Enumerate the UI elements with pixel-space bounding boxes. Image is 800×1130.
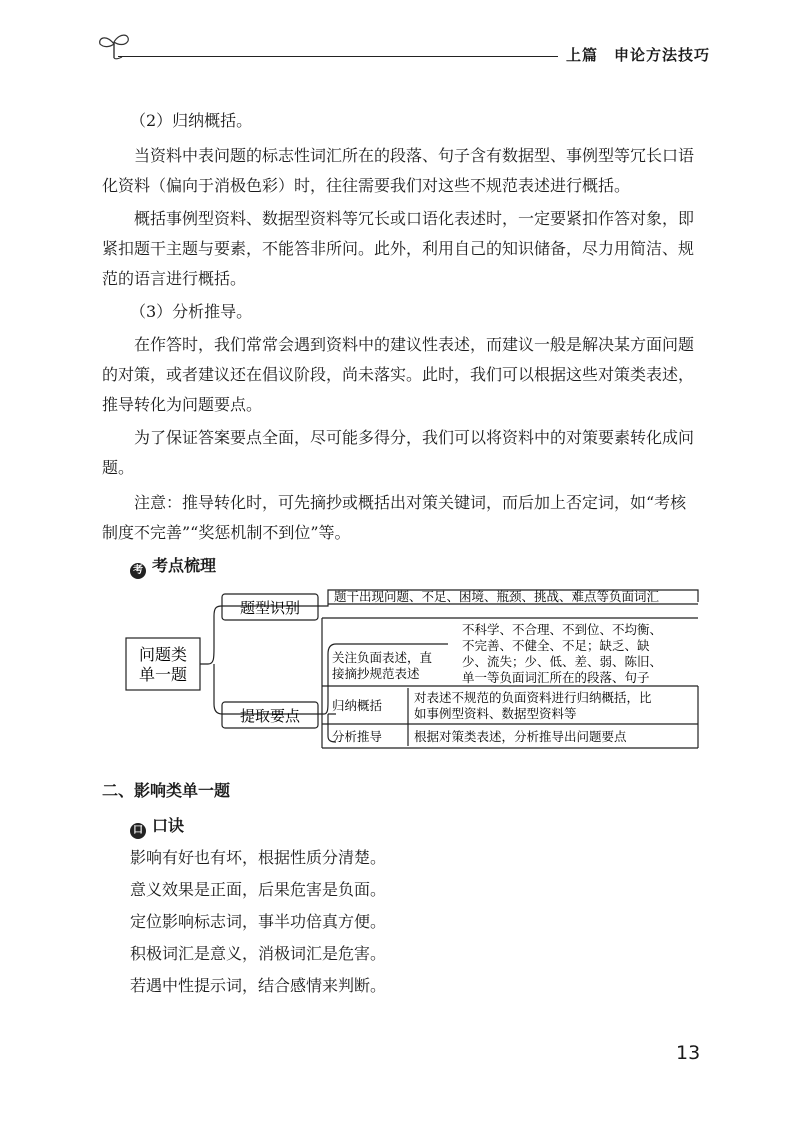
sub1-label-line-2: 接摘抄规范表述	[332, 666, 420, 681]
section-koujue	[130, 813, 184, 839]
sub1-desc-line-4: 单一等负面词汇所在的段落、句子	[462, 670, 650, 685]
paragraph: 当资料中表问题的标志性词汇所在的段落、句子含有数据型、事例型等冗长口语化资料（偏向于消极色彩）时，往往需要我们对这些不规范表述进行概括。	[102, 146, 695, 195]
root-line-2: 单一题	[138, 665, 188, 684]
root-line-1: 问题类	[138, 645, 188, 664]
subheading-guina: （2）归纳概括。	[130, 111, 253, 130]
section-kaodian-title: 考点梳理	[152, 556, 217, 575]
verse-line: 积极词汇是意义，消极词汇是危害。	[130, 944, 387, 963]
subheading-fenxi: （3）分析推导。	[130, 302, 253, 321]
branch-tixing-desc: 题干出现问题、不足、困境、瓶颈、挑战、难点等负面词汇	[334, 589, 660, 604]
verse-line: 定位影响标志词，事半功倍真方便。	[130, 912, 387, 931]
sub3-desc: 根据对策类表述，分析推导出问题要点	[414, 729, 627, 744]
section-2-title: 二、影响类单一题	[102, 781, 231, 800]
branch-tiqu: 提取要点	[239, 707, 301, 725]
kaodian-icon: 考	[130, 563, 146, 579]
paragraph-note: 注意：推导转化时，可先摘抄或概括出对策关键词，而后加上否定词，如“考核制度不完善”“奖惩机制不到位”等。	[102, 493, 687, 542]
sub2-label: 归纳概括	[332, 698, 383, 713]
section-kaodian	[130, 553, 216, 579]
header-title: 上篇 申论方法技巧	[566, 46, 711, 64]
verse-line: 若遇中性提示词，结合感情来判断。	[130, 976, 387, 995]
paragraph: 在作答时，我们常常会遇到资料中的建议性表述，而建议一般是解决某方面问题的对策，或者建议还在倡议阶段，尚未落实。此时，我们可以根据这些对策类表述，推导转化为问题要点。	[102, 335, 695, 414]
verse-line: 影响有好也有坏，根据性质分清楚。	[130, 848, 387, 867]
paragraph: 为了保证答案要点全面，尽可能多得分，我们可以将资料中的对策要素转化成问题。	[102, 428, 695, 477]
mind-map-diagram	[118, 578, 708, 758]
header-rule	[118, 56, 558, 57]
sub2-desc-line-2: 如事例型资料、数据型资料等	[414, 706, 577, 721]
sub3-label: 分析推导	[332, 729, 383, 744]
section-koujue-title: 口诀	[152, 816, 185, 835]
sub1-desc-line-3: 少、流失；少、低、差、弱、陈旧、	[462, 654, 663, 669]
sub2-desc-line-1: 对表述不规范的负面资料进行归纳概括，比	[414, 690, 652, 705]
verse-line: 意义效果是正面，后果危害是负面。	[130, 880, 387, 899]
sub1-desc-line-2: 不完善、不健全、不足；缺乏、缺	[462, 638, 650, 653]
page-number: 13	[676, 1042, 701, 1064]
sub1-label-line-1: 关注负面表述，直	[332, 650, 433, 665]
branch-tixing: 题型识别	[239, 599, 301, 617]
sub1-desc-line-1: 不科学、不合理、不到位、不均衡、	[462, 622, 663, 637]
paragraph: 概括事例型资料、数据型资料等冗长或口语化表述时，一定要紧扣作答对象，即紧扣题干主题与要素，不能答非所问。此外，利用自己的知识储备，尽力用简洁、规范的语言进行概括。	[102, 209, 695, 288]
koujue-icon: 口	[130, 823, 146, 839]
